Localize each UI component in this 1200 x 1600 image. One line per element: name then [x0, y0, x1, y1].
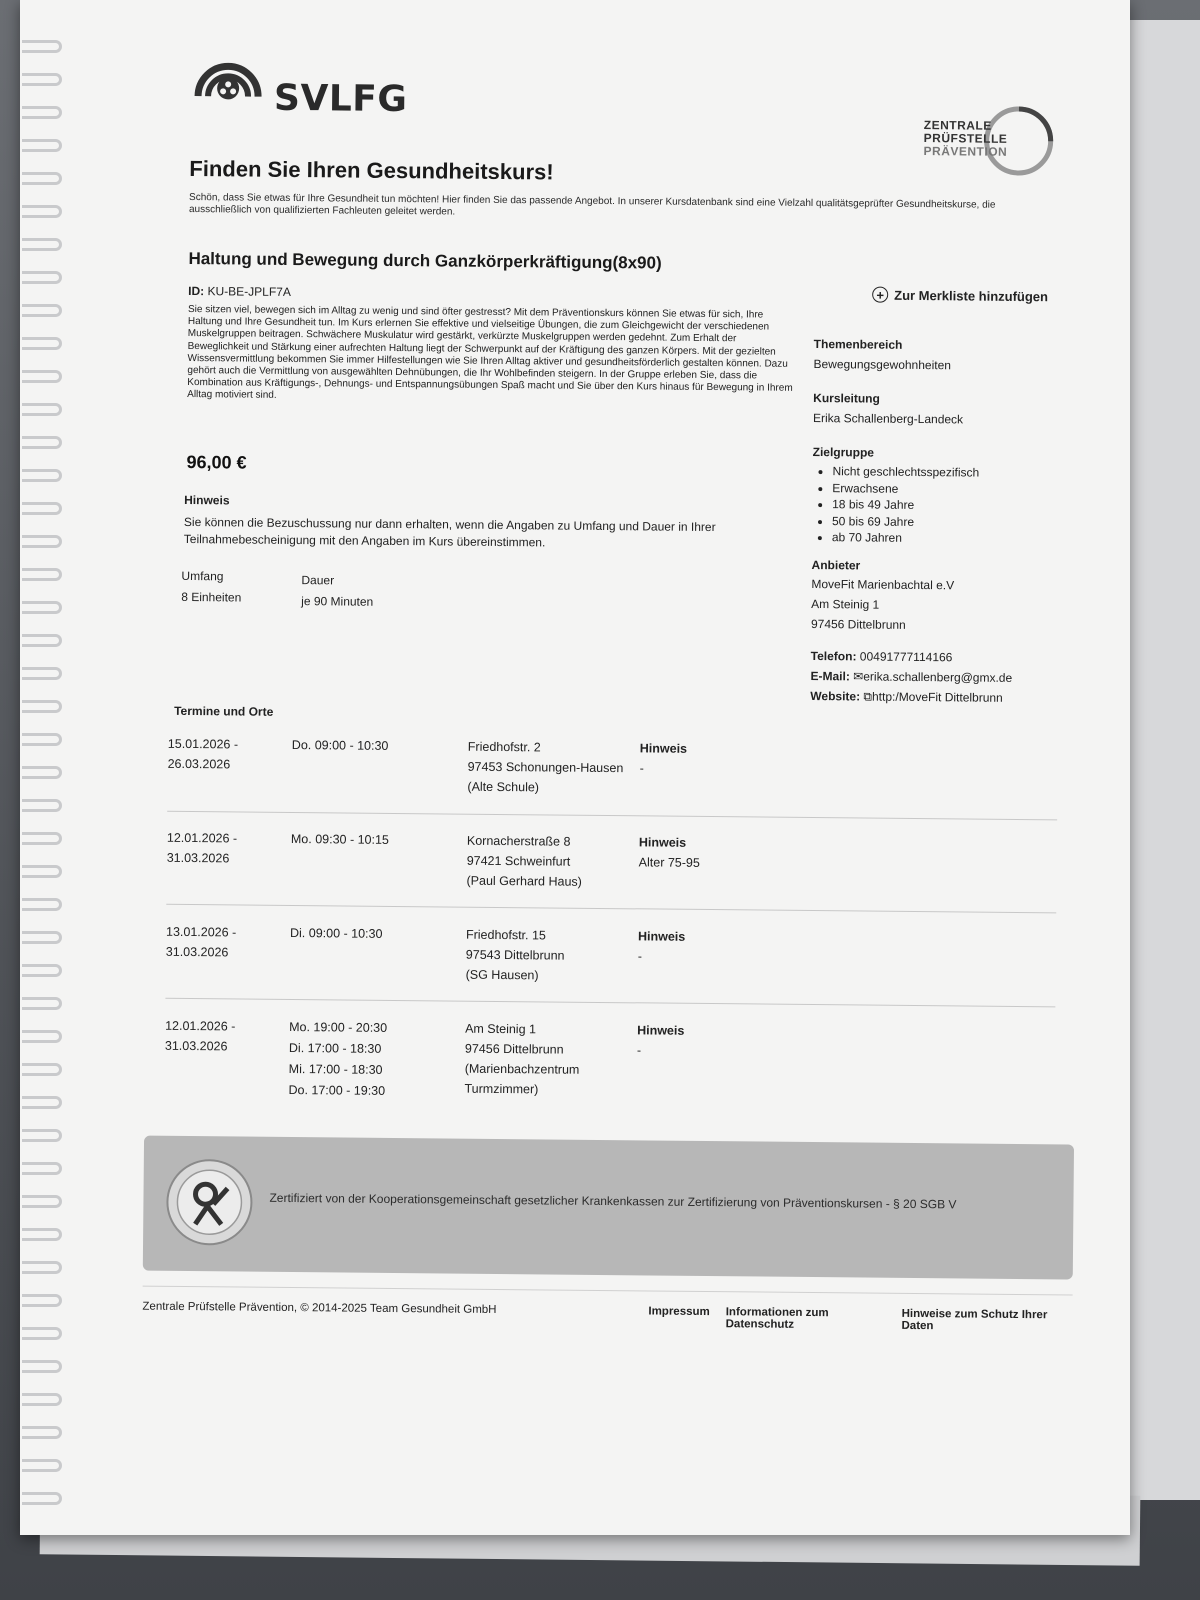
hinweis-text: Sie können die Bezuschussung nur dann erhalten, wenn die Angaben zu Umfang und Dauer in Ihrer Teilnahmebescheinigung mit den Angaben im Kurs übereinstimmen.	[183, 514, 716, 550]
termin-date-from: 13.01.2026 -	[165, 924, 237, 940]
binding-ring	[22, 73, 62, 86]
anbieter-contact	[810, 645, 1061, 707]
binding-ring	[22, 1195, 62, 1208]
course-description: Sie sitzen viel, bewegen sich im Alltag zu wenig und sind öfter gestresst? Mit dem Präventionskurs können Sie etwas für sich, Ihre Haltung und Ihre Gesundheit tun. Im Kurs erlernen Sie effektive und vielseitige Übungen, die zum Gleichgewicht der verschiedenen Muskelgruppen beitragen. Schwächere Muskulatur wird gestärkt, verkürzte Muskelgruppen werden gedehnt. Zum Erhalt der Beweglichkeit und Stärkung einer aufrechten Haltung liegt der Schwerpunkt auf der Kräftigung des ganzen Körpers. Mit der gezielten Wissensvermittlung bekommen Sie immer Hilfestellungen wie Sie Ihren Alltag aktiver und gesundheitsförderlich gestalten können. Dazu gehört auch die Vermittlung von ausgewählten Dehnübungen, die Ihr Wohlbefinden steigern. In der Gruppe erleben Sie, dass die Kombination aus Kräftigungs-, Dehnungs- und Entspannungsübungen Spaß macht und Sie über den Kurs hinaus für Bewegung in Ihrem Alltag motiviert sind.	[187, 303, 793, 402]
binding-ring	[22, 931, 62, 944]
hinweis-label: Hinweis	[184, 492, 230, 508]
intro-text: Schön, dass Sie etwas für Ihre Gesundheit tun möchten! Hier finden Sie das passende Angebot. In unserer Kursdatenbank sind eine Vielzahl qualitätsgeprüfter Gesundheitskurse, die ausschließlich von qualifizierten Fachleuten geleitet werden.	[188, 191, 996, 218]
binding-ring	[22, 535, 62, 548]
termin-address-line: Friedhofstr. 2	[467, 739, 541, 755]
footer-copyright: Zentrale Prüfstelle Prävention, © 2014-2025 Team Gesundheit GmbH	[142, 1300, 497, 1316]
binding-ring	[22, 1261, 62, 1274]
binding-ring	[22, 634, 62, 647]
termin-hinweis-label: Hinweis	[638, 835, 687, 850]
document-content	[120, 0, 1080, 1539]
termin-date-to: 31.03.2026	[164, 1038, 228, 1054]
binding-ring	[22, 502, 62, 515]
email-link[interactable]: erika.schallenberg@gmx.de	[863, 668, 1013, 685]
termin-row	[164, 1016, 1055, 1098]
termin-address-line: Friedhofstr. 15	[465, 927, 546, 943]
termin-address-line: 97543 Dittelbrunn	[465, 947, 565, 963]
binding-ring	[22, 304, 62, 317]
binding-ring	[22, 1327, 62, 1340]
svlfg-logo-mark	[192, 44, 265, 115]
termin-address-line: 97453 Schonungen-Hausen	[467, 759, 624, 776]
datenschutz-link[interactable]: Informationen zum Datenschutz	[725, 1306, 829, 1331]
datenschutz-hinweise-link[interactable]: Hinweise zum Schutz Ihrer Daten	[901, 1307, 1048, 1333]
termin-hinweis-label: Hinweis	[639, 741, 688, 756]
badge-line-1: ZENTRALE	[923, 118, 992, 133]
termin-date-from: 15.01.2026 -	[167, 736, 239, 752]
termin-address-line: Kornacherstraße 8	[466, 833, 571, 849]
course-title: Haltung und Bewegung durch Ganzkörperkräftigung(8x90)	[188, 248, 662, 273]
row-divider	[166, 904, 1056, 914]
mail-icon: ✉	[853, 668, 864, 683]
binding-ring	[22, 898, 62, 911]
termin-address-line: (Alte Schule)	[467, 779, 540, 795]
binding-ring	[22, 1294, 62, 1307]
binding-ring	[22, 271, 62, 284]
telefon-value[interactable]: 00491777114166	[859, 648, 953, 664]
page-title: Finden Sie Ihren Gesundheitskurs!	[189, 155, 554, 185]
binding-ring	[22, 832, 62, 845]
binding-ring	[22, 601, 62, 614]
termin-address-line: Am Steinig 1	[465, 1021, 537, 1037]
termin-address-line: (Marienbachzentrum	[464, 1061, 580, 1077]
zielgruppe-item: • 18 bis 49 Jahre	[832, 496, 1062, 515]
termin-time: Mo. 19:00 - 20:30	[289, 1019, 388, 1035]
binding-ring	[22, 139, 62, 152]
binding-ring	[22, 1360, 62, 1373]
binding-ring	[22, 172, 62, 185]
row-divider	[165, 998, 1055, 1008]
zielgruppe-item: • ab 70 Jahren	[832, 529, 1062, 548]
dauer-label: Dauer	[301, 573, 335, 588]
binding-ring	[22, 700, 62, 713]
zielgruppe-item: • Erwachsene	[832, 480, 1062, 499]
kursleitung-value: Erika Schallenberg-Landeck	[812, 410, 964, 427]
termin-date-to: 26.03.2026	[167, 756, 231, 772]
termin-address-line: (SG Hausen)	[465, 967, 539, 983]
binding-ring	[22, 469, 62, 482]
plus-circle-icon: +	[872, 287, 888, 303]
merkliste-label: Zur Merkliste hinzufügen	[894, 287, 1049, 304]
row-divider	[167, 811, 1057, 821]
termin-address-line: 97421 Schweinfurt	[466, 853, 571, 869]
zielgruppe-list	[812, 463, 1063, 548]
termin-time: Do. 17:00 - 19:30	[288, 1082, 386, 1098]
termin-row	[166, 828, 1057, 889]
termin-address-line: Turmzimmer)	[464, 1081, 539, 1097]
binding-ring	[22, 799, 62, 812]
binding-ring	[22, 370, 62, 383]
logo-text: SVLFG	[273, 77, 408, 121]
anbieter-name: MoveFit Marienbachtal e.V	[811, 576, 955, 592]
binding-ring	[22, 1129, 62, 1142]
binding-ring	[22, 436, 62, 449]
course-id-value: KU-BE-JPLF7A	[207, 284, 291, 299]
course-id-label: ID:	[188, 283, 205, 299]
anbieter-label: Anbieter	[811, 557, 861, 572]
anbieter-city: 97456 Dittelbrunn	[810, 616, 906, 632]
certification-text: Zertifiziert von der Kooperationsgemeinschaft gesetzlicher Krankenkassen zur Zertifizierung von Präventionskursen - § 20 SGB V	[269, 1190, 957, 1212]
umfang-label: Umfang	[181, 568, 224, 584]
binding-ring	[22, 1063, 62, 1076]
binding-ring	[22, 238, 62, 251]
termin-date-from: 12.01.2026 -	[166, 830, 238, 846]
badge-line-3: PRÄVENTION	[923, 144, 1008, 159]
termin-row	[165, 922, 1056, 983]
termin-hinweis-label: Hinweis	[637, 1023, 685, 1038]
zielgruppe-item: • 50 bis 69 Jahre	[832, 513, 1062, 532]
themenbereich-value: Bewegungsgewohnheiten	[813, 356, 952, 373]
dauer-value: je 90 Minuten	[301, 594, 374, 609]
printed-page	[20, 0, 1130, 1535]
themenbereich-label: Themenbereich	[813, 336, 903, 352]
spiral-binding	[20, 0, 64, 1535]
binding-ring	[22, 568, 62, 581]
badge-line-2: PRÜFSTELLE	[923, 131, 1008, 146]
termin-date-to: 31.03.2026	[165, 944, 229, 960]
binding-ring	[22, 106, 62, 119]
anbieter-address	[811, 573, 1062, 635]
impressum-link[interactable]: Impressum	[648, 1305, 710, 1319]
binding-ring	[22, 403, 62, 416]
binding-ring	[22, 733, 62, 746]
website-link[interactable]: http:/MoveFit Dittelbrunn	[871, 689, 1003, 705]
termin-hinweis-value: -	[637, 949, 643, 964]
binding-ring	[22, 1393, 62, 1406]
binding-ring	[22, 1096, 62, 1109]
termin-hinweis-value: -	[636, 1043, 642, 1058]
termin-hinweis-label: Hinweis	[637, 929, 686, 944]
course-price: 96,00 €	[186, 451, 247, 473]
termin-time: Mo. 09:30 - 10:15	[290, 832, 389, 847]
binding-ring	[22, 865, 62, 878]
kursleitung-label: Kursleitung	[813, 390, 880, 406]
termin-time: Di. 09:00 - 10:30	[289, 925, 383, 941]
telefon-label: Telefon:	[810, 648, 857, 663]
binding-ring	[22, 1162, 62, 1175]
add-to-merkliste-button[interactable]	[872, 287, 1048, 305]
binding-ring	[22, 1492, 62, 1505]
termin-time: Do. 09:00 - 10:30	[291, 738, 389, 753]
binding-ring	[22, 964, 62, 977]
course-sidebar	[810, 337, 1064, 708]
zentrale-pruefstelle-badge	[923, 103, 1042, 184]
termin-date-from: 12.01.2026 -	[165, 1018, 236, 1034]
anbieter-street: Am Steinig 1	[811, 596, 880, 612]
external-link-icon: ⧉	[863, 688, 873, 704]
termin-hinweis-value: Alter 75-95	[638, 855, 700, 870]
footer-divider	[143, 1286, 1073, 1296]
termin-time: Mi. 17:00 - 18:30	[288, 1061, 383, 1077]
course-id	[188, 284, 291, 299]
binding-ring	[22, 1426, 62, 1439]
binding-ring	[22, 1228, 62, 1241]
zielgruppe-item: • Nicht geschlechtsspezifisch	[832, 463, 1062, 482]
termin-hinweis-value: -	[639, 761, 644, 776]
certification-seal-icon	[165, 1158, 254, 1247]
binding-ring	[22, 766, 62, 779]
binding-ring	[22, 1459, 62, 1472]
termin-address-line: 97456 Dittelbrunn	[464, 1041, 564, 1057]
binding-ring	[22, 667, 62, 680]
umfang-value: 8 Einheiten	[181, 589, 242, 605]
termin-address-line: (Paul Gerhard Haus)	[466, 873, 582, 889]
website-label: Website:	[810, 688, 861, 703]
svlfg-logo	[192, 44, 408, 121]
certification-banner	[143, 1136, 1074, 1280]
termin-row	[167, 734, 1058, 795]
binding-ring	[22, 1030, 62, 1043]
binding-ring	[22, 337, 62, 350]
zielgruppe-label: Zielgruppe	[812, 444, 875, 460]
termin-time: Di. 17:00 - 18:30	[288, 1040, 382, 1056]
binding-ring	[22, 997, 62, 1010]
binding-ring	[22, 205, 62, 218]
binding-ring	[22, 40, 62, 53]
termine-title: Termine und Orte	[174, 703, 274, 719]
termin-date-to: 31.03.2026	[166, 850, 230, 866]
footer-links	[648, 1305, 1067, 1333]
email-label: E-Mail:	[810, 668, 850, 683]
